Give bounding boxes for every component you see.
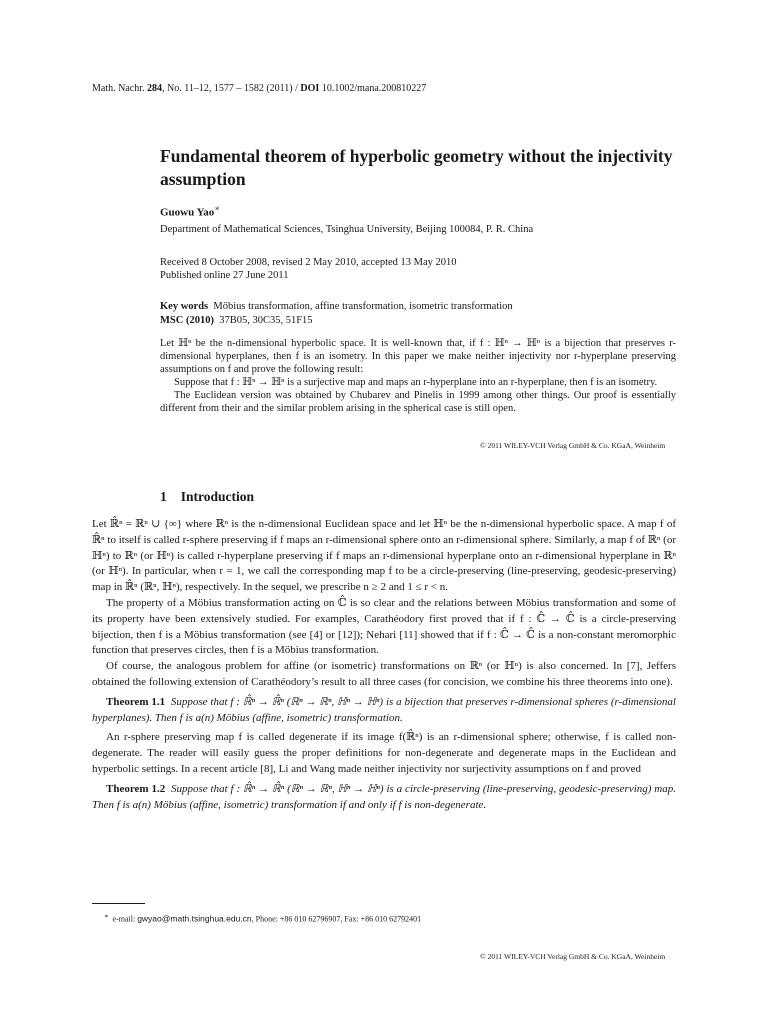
theorem-1-2: [92, 782, 676, 814]
section-heading: [160, 489, 254, 505]
body-paragraph: Let ℝ̂ⁿ = ℝⁿ ∪ {∞} where ℝⁿ is the n-dimensional Euclidean space and let ℍⁿ be the n-dimensional hyperbolic space. A map f of ℝ̂ⁿ to itself is called r-sphere preserving if f maps an r-dimensional sphere onto an r-dimensional sphere. Similarly, a map f of ℝⁿ (or ℍⁿ) to ℝⁿ (or ℍⁿ) is called r-hyperplane preserving if f maps an r-dimensional hyperplane onto an r-dimensional hyperplane in ℝⁿ (or ℍⁿ). In particular, when r = 1, we call the corresponding map f to be a circle-preserving (line-preserving, geodesic-preserving) map in ℝ̂ⁿ (ℝⁿ, ℍⁿ), respectively. In the sequel, we prescribe n ≥ 2 and 1 ≤ r < n.: [92, 518, 676, 594]
author: [160, 204, 220, 219]
keywords: [160, 300, 513, 314]
journal-issue-pages: , No. 11–12, 1577 – 1582 (2011) /: [162, 83, 298, 94]
publication-dates: [160, 256, 457, 282]
journal-citation: [92, 83, 426, 94]
body-paragraph: The property of a Möbius transformation acting on ℂ̂ is so clear and the relations between Möbius transformation and some of its property have been extensively studied. For examples, Carathéodory first proved that if f : ℂ̂ → ℂ̂ is a circle-preserving bijection, then f is a Möbius transformation (see [4] or [12]); Nehari [11] showed that if f : ℂ̂ → ℂ̂ is a non-constant meromorphic function that preserves circles, then f is a Möbius transformation.: [92, 596, 676, 657]
abstract-paragraph: The Euclidean version was obtained by Chubarev and Pinelis in 1999 among other things. Our proof is essentially different from their and the similar problem arising in the spherical case is still open.: [160, 390, 676, 414]
doi-label: DOI: [300, 83, 320, 94]
body-paragraph: Of course, the analogous problem for affine (or isometric) transformations on ℝⁿ (or ℍⁿ) is also concerned. In [7], Jeffers obtained the following extension of Carathéodory’s result to all three cases (for concision, we combine his three theorems into one).: [92, 660, 676, 688]
theorem-label: Theorem 1.1: [106, 695, 166, 708]
affiliation: Department of Mathematical Sciences, Tsinghua University, Beijing 100084, P. R. China: [160, 224, 534, 235]
contact-numbers: , Phone: +86 010 62796907, Fax: +86 010 62792401: [251, 914, 422, 924]
journal-prefix: Math. Nachr.: [92, 83, 145, 94]
theorem-label: Theorem 1.2: [106, 782, 166, 795]
email-label: e-mail:: [112, 914, 136, 924]
abstract-paragraph: Let ℍⁿ be the n-dimensional hyperbolic space. It is well-known that, if f : ℍⁿ → ℍⁿ is a bijection that preserves r-dimensional hyperplanes, then f is an isometry. In this paper we make neither injectivity nor r-hyperplane preserving assumptions on f and prove the following result:: [160, 338, 676, 375]
body-paragraph: An r-sphere preserving map f is called degenerate if its image f(ℝ̂ⁿ) is an r-dimensional sphere; otherwise, f is called non-degenerate. The reader will easily guess the proper definitions for non-degenerate and degenerate maps in the Euclidean and hyperbolic settings. In a recent article [8], Li and Wang made neither injectivity nor surjectivity assumptions on f and proved: [92, 731, 676, 775]
msc-text: 37B05, 30C35, 51F15: [219, 315, 313, 326]
email-address: gwyao@math.tsinghua.edu.cn: [137, 913, 252, 924]
keywords-block: [160, 300, 513, 328]
footnote-divider: [92, 903, 145, 904]
author-name: Guowu Yao: [160, 206, 215, 219]
doi-value: 10.1002/mana.200810227: [321, 83, 427, 94]
section-title: Introduction: [180, 489, 255, 504]
copyright-footer: © 2011 WILEY-VCH Verlag GmbH & Co. KGaA, Weinheim: [480, 952, 666, 961]
keywords-text: Möbius transformation, affine transformation, isometric transformation: [213, 301, 513, 312]
body-text: [92, 517, 676, 817]
author-footnote-mark: ∗: [214, 204, 220, 213]
footnote-mark: ∗: [104, 913, 109, 920]
msc: [160, 314, 513, 328]
theorem-statement: Suppose that f : ℝ̂ⁿ → ℝ̂ⁿ (ℝⁿ → ℝⁿ, ℍⁿ → ℍⁿ) is a circle-preserving (line-preserving, geodesic-preserving) map. Then f is a(n) Möbius (affine, isometric) transformation if and only if f is non-degenerate.: [92, 782, 677, 811]
journal-volume: 284: [147, 83, 162, 94]
keywords-label: Key words: [160, 301, 209, 312]
copyright-notice: © 2011 WILEY-VCH Verlag GmbH & Co. KGaA, Weinheim: [480, 441, 666, 450]
paper-title: Fundamental theorem of hyperbolic geometry without the injectivity assumption: [160, 146, 673, 189]
abstract: [160, 337, 676, 415]
footnote: [104, 912, 421, 924]
section-number: 1: [160, 489, 167, 504]
theorem-1-1: [92, 695, 676, 727]
theorem-statement: Suppose that f : ℝ̂ⁿ → ℝ̂ⁿ (ℝⁿ → ℝⁿ, ℍⁿ → ℍⁿ) is a bijection that preserves r-dimensional spheres (r-dimensional hyperplanes). Then f is a(n) Möbius (affine, isometric) transformation.: [92, 695, 676, 724]
published-online: Published online 27 June 2011: [160, 270, 289, 281]
received-dates: Received 8 October 2008, revised 2 May 2010, accepted 13 May 2010: [160, 257, 457, 268]
msc-label: MSC (2010): [160, 315, 214, 326]
abstract-result: Suppose that f : ℍⁿ → ℍⁿ is a surjective map and maps an r-hyperplane into an r-hyperplane, then f is an isometry.: [174, 377, 658, 388]
